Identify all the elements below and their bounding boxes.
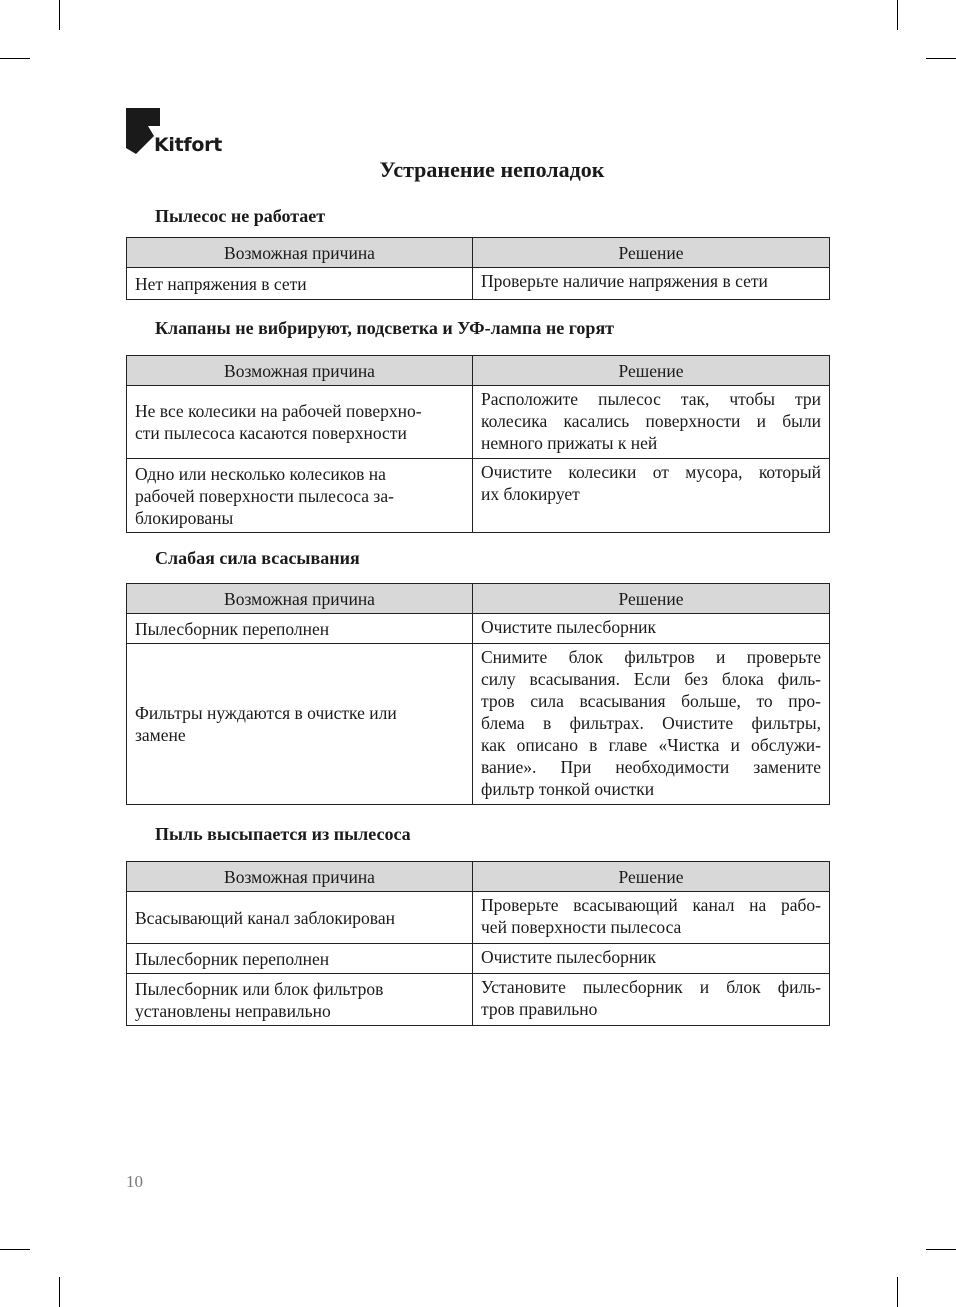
crop-mark: [0, 58, 30, 59]
header-cause: Возможная причина: [127, 238, 473, 268]
section-heading: Пылесос не работает: [155, 206, 326, 226]
section-heading: Слабая сила всасывания: [155, 548, 360, 568]
cell-line: Очистите пылесборник: [481, 617, 657, 637]
table-header-row: [127, 862, 830, 892]
troubleshooting-table: [126, 237, 830, 300]
crop-mark: [897, 0, 898, 30]
table-row: [127, 892, 830, 944]
page-title: Устранение неполадок: [379, 157, 605, 182]
cause-cell: [127, 459, 473, 533]
troubleshooting-table: [126, 861, 830, 1026]
brand-logo-text: Kitfort: [154, 134, 222, 156]
solution-cell: [473, 644, 830, 805]
cause-cell: [127, 614, 473, 644]
table-row: [127, 644, 830, 805]
troubleshooting-table: [126, 583, 830, 805]
cell-line: Установите пылесборник и блок филь-: [481, 977, 821, 997]
cell-line: тров сила всасывания больше, то про-: [481, 691, 821, 711]
cell-line: Расположите пылесос так, чтобы три: [481, 389, 821, 409]
cell-line: силу всасывания. Если без блока филь-: [481, 669, 821, 689]
solution-cell: [473, 892, 830, 944]
table-header-row: [127, 238, 830, 268]
cell-line: установлены неправильно: [135, 1000, 331, 1021]
table-row: [127, 386, 830, 459]
cause-cell: [127, 386, 473, 459]
solution-cell: [473, 386, 830, 459]
section-heading: Клапаны не вибрируют, подсветка и УФ-лампа не горят: [155, 318, 615, 338]
solution-cell: [473, 614, 830, 644]
table-header-row: [127, 584, 830, 614]
cause-cell: [127, 644, 473, 805]
table-row: [127, 974, 830, 1026]
cell-line: колесика касались поверхности и были: [481, 411, 821, 431]
solution-cell: [473, 974, 830, 1026]
solution-cell: [473, 459, 830, 533]
cell-line: Пылесборник переполнен: [135, 618, 330, 639]
crop-mark: [59, 0, 60, 30]
table-row: [127, 944, 830, 974]
header-cause: Возможная причина: [127, 356, 473, 386]
crop-mark: [0, 1249, 30, 1250]
cause-cell: [127, 944, 473, 974]
table-row: [127, 268, 830, 300]
cell-line: чей поверхности пылесоса: [481, 917, 682, 937]
crop-mark: [926, 1249, 956, 1250]
cell-line: Одно или несколько колесиков на: [135, 463, 386, 484]
cell-line: Пылесборник переполнен: [135, 948, 330, 969]
table-row: [127, 614, 830, 644]
cell-line: блема в фильтрах. Очистите фильтры,: [481, 713, 821, 733]
header-cause: Возможная причина: [127, 862, 473, 892]
cause-cell: [127, 892, 473, 944]
table-row: [127, 459, 830, 533]
header-solution: Решение: [473, 862, 830, 892]
cell-line: Очистите пылесборник: [481, 947, 657, 967]
header-solution: Решение: [473, 584, 830, 614]
crop-mark: [59, 1277, 60, 1307]
solution-cell: [473, 944, 830, 974]
cell-line: Фильтры нуждаются в очистке или: [135, 703, 397, 723]
solution-cell: [473, 268, 830, 300]
cell-line: вание». При необходимости замените: [481, 757, 821, 777]
header-solution: Решение: [473, 356, 830, 386]
cell-line: блокированы: [135, 507, 234, 528]
cell-line: сти пылесоса касаются поверхности: [135, 423, 407, 443]
cell-line: Снимите блок фильтров и проверьте: [481, 647, 821, 667]
cause-cell: [127, 268, 473, 300]
header-solution: Решение: [473, 238, 830, 268]
troubleshooting-table: [126, 355, 830, 533]
cell-line: Пылесборник или блок фильтров: [135, 978, 384, 999]
table-header-row: [127, 356, 830, 386]
cell-line: как описано в главе «Чистка и обслужи-: [481, 735, 821, 755]
page-number: 10: [126, 1172, 143, 1191]
cell-line: Проверьте наличие напряжения в сети: [481, 271, 768, 291]
section-heading: Пыль высыпается из пылесоса: [155, 824, 411, 844]
cell-line: Нет напряжения в сети: [135, 273, 307, 294]
cell-line: Очистите колесики от мусора, который: [481, 462, 821, 482]
cell-line: Не все колесики на рабочей поверхно-: [135, 401, 422, 421]
cell-line: замене: [135, 725, 186, 745]
cell-line: рабочей поверхности пылесоса за-: [135, 485, 394, 506]
cell-line: фильтр тонкой очистки: [481, 779, 655, 799]
crop-mark: [897, 1277, 898, 1307]
cell-line: их блокирует: [481, 484, 580, 504]
cell-line: Проверьте всасывающий канал на рабо-: [481, 895, 821, 915]
cell-line: немного прижаты к ней: [481, 433, 658, 453]
header-cause: Возможная причина: [127, 584, 473, 614]
cell-line: Всасывающий канал заблокирован: [135, 907, 395, 928]
cause-cell: [127, 974, 473, 1026]
cell-line: тров правильно: [481, 999, 598, 1019]
crop-mark: [926, 58, 956, 59]
